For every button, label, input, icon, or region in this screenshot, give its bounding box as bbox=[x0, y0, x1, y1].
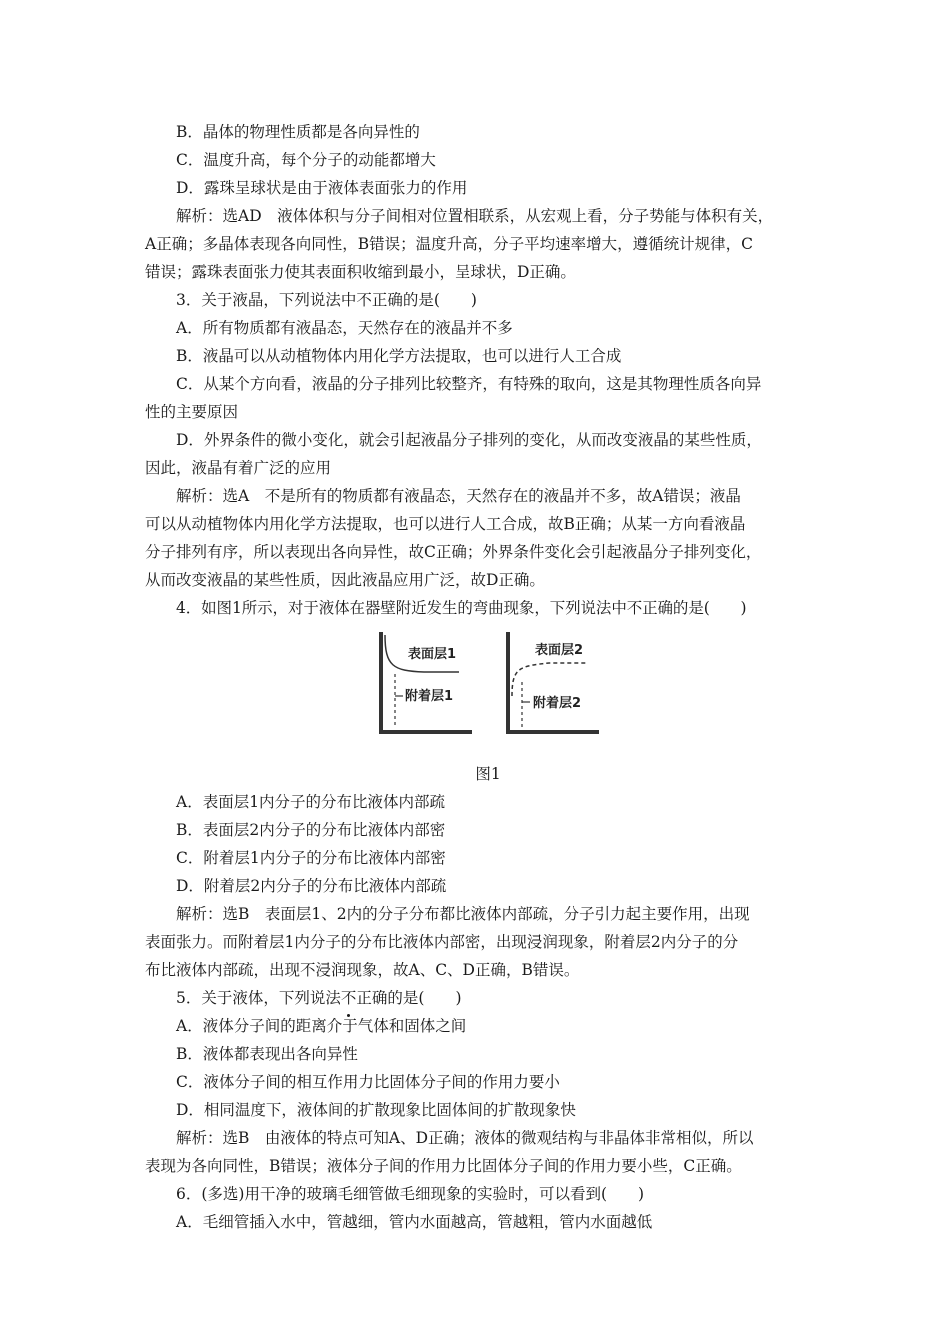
q5-option-a: A．液体分子间的距离介于气体和固体之间 bbox=[176, 1017, 467, 1035]
q2-option-d: D．露珠呈球状是由于液体表面张力的作用 bbox=[176, 179, 468, 197]
q5-stem bbox=[145, 984, 821, 1012]
q3-option-c-cont: 性的主要原因 bbox=[145, 403, 239, 421]
q2-analysis-line: 错误；露珠表面张力使其表面积收缩到最小，呈球状，D正确。 bbox=[145, 263, 576, 281]
q4-analysis-line: 解析：选B 表面层1、2内的分子分布都比液体内部疏，分子引力起主要作用，出现 bbox=[176, 905, 750, 923]
q3-option-a: A．所有物质都有液晶态，天然存在的液晶并不多 bbox=[176, 319, 513, 337]
q6-stem: 6．(多选)用干净的玻璃毛细管做毛细现象的实验时，可以看到( ) bbox=[176, 1185, 645, 1203]
q2-analysis-line: A正确；多晶体表现各向同性，B错误；温度升高，分子平均速率增大，遵循统计规律，C bbox=[145, 235, 753, 253]
q2-option-b: B．晶体的物理性质都是各向异性的 bbox=[176, 123, 420, 141]
q5-option-d: D．相同温度下，液体间的扩散现象比固体间的扩散现象快 bbox=[176, 1101, 576, 1119]
adhesion-layer-1-label: 附着层1 bbox=[405, 689, 454, 704]
q3-option-b: B．液晶可以从动植物体内用化学方法提取，也可以进行人工合成 bbox=[176, 347, 622, 365]
q5-stem-start: 5．关于液体，下列说法 bbox=[176, 989, 341, 1007]
q5-emphasis-dot-word: 不 bbox=[341, 984, 357, 1012]
meniscus-diagram bbox=[379, 626, 609, 760]
q3-option-c: C．从某个方向看，液晶的分子排列比较整齐，有特殊的取向，这是其物理性质各向异 bbox=[176, 375, 762, 393]
q3-analysis-line: 从而改变液晶的某些性质，因此液晶应用广泛，故D正确。 bbox=[145, 571, 545, 589]
q5-stem-end: 正确的是( ) bbox=[356, 989, 462, 1007]
q5-option-b: B．液体都表现出各向异性 bbox=[176, 1045, 358, 1063]
figure-1 bbox=[145, 626, 821, 760]
container-1 bbox=[381, 632, 472, 732]
q3-analysis-line: 解析：选A 不是所有的物质都有液晶态，天然存在的液晶并不多，故A错误；液晶 bbox=[176, 487, 741, 505]
q4-option-b: B．表面层2内分子的分布比液体内部密 bbox=[176, 821, 446, 839]
q3-option-d-cont: 因此，液晶有着广泛的应用 bbox=[145, 459, 332, 477]
q6-option-a: A．毛细管插入水中，管越细，管内水面越高，管越粗，管内水面越低 bbox=[176, 1213, 653, 1231]
q4-analysis-line: 表面张力。而附着层1内分子的分布比液体内部密，出现浸润现象，附着层2内分子的分 bbox=[145, 933, 739, 951]
q3-analysis-line: 分子排列有序，所以表现出各向异性，故C正确；外界条件变化会引起液晶分子排列变化， bbox=[145, 543, 762, 561]
q5-option-c: C．液体分子间的相互作用力比固体分子间的作用力要小 bbox=[176, 1073, 560, 1091]
q4-analysis-line: 布比液体内部疏，出现不浸润现象，故A、C、D正确，B错误。 bbox=[145, 961, 580, 979]
q5-analysis-line: 解析：选B 由液体的特点可知A、D正确；液体的微观结构与非晶体非常相似，所以 bbox=[176, 1129, 754, 1147]
q4-option-a: A．表面层1内分子的分布比液体内部疏 bbox=[176, 793, 446, 811]
q2-option-c: C．温度升高，每个分子的动能都增大 bbox=[176, 151, 436, 169]
q4-option-c: C．附着层1内分子的分布比液体内部密 bbox=[176, 849, 446, 867]
figure-caption: 图1 bbox=[475, 765, 501, 783]
q2-analysis-line: 解析：选AD 液体体积与分子间相对位置相联系，从宏观上看，分子势能与体积有关， bbox=[176, 207, 774, 225]
container-2 bbox=[508, 632, 599, 732]
document-body bbox=[145, 118, 821, 1236]
adhesion-layer-2-label: 附着层2 bbox=[533, 696, 582, 711]
surface-layer-1-label: 表面层1 bbox=[408, 647, 457, 662]
q3-option-d: D．外界条件的微小变化，就会引起液晶分子排列的变化，从而改变液晶的某些性质， bbox=[176, 431, 762, 449]
q4-option-d: D．附着层2内分子的分布比液体内部疏 bbox=[176, 877, 447, 895]
q4-stem: 4．如图1所示，对于液体在器壁附近发生的弯曲现象，下列说法中不正确的是( ) bbox=[176, 599, 747, 617]
surface-layer-2-label: 表面层2 bbox=[535, 643, 584, 658]
q5-analysis-line: 表现为各向同性，B错误；液体分子间的作用力比固体分子间的作用力要小些，C正确。 bbox=[145, 1157, 742, 1175]
q3-analysis-line: 可以从动植物体内用化学方法提取，也可以进行人工合成，故B正确；从某一方向看液晶 bbox=[145, 515, 746, 533]
q3-stem: 3．关于液晶，下列说法中不正确的是( ) bbox=[176, 291, 477, 309]
